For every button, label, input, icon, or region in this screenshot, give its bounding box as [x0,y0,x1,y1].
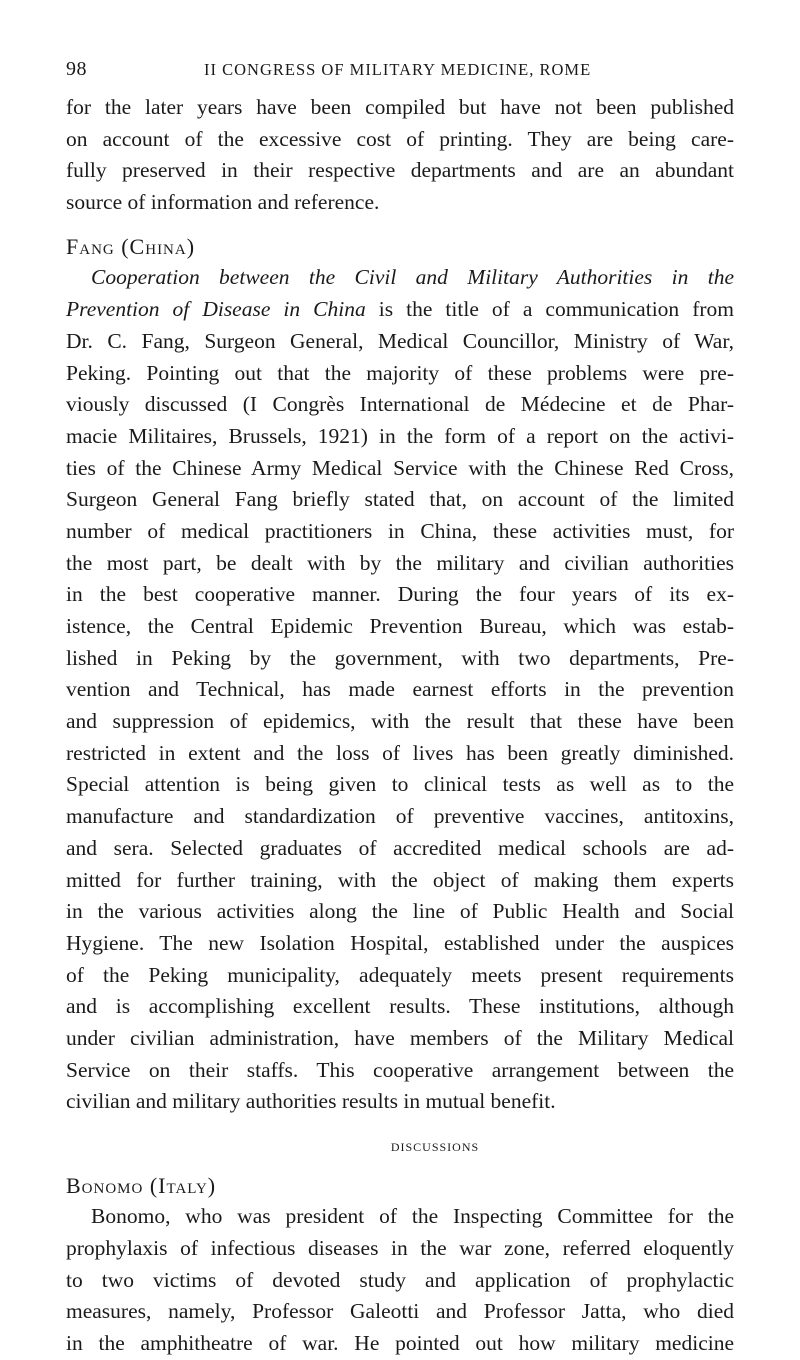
section-heading-fang: Fang (China) [66,233,196,259]
text-line: Hygiene. The new Isolation Hospital, established under the auspices [66,930,734,955]
text-line: for the later years have been compiled but have not been published [66,95,734,119]
text-line: to two victims of devoted study and application of prophylactic [66,1267,734,1292]
text-line: viously discussed (I Congrès International de Médecine et de Phar- [66,392,734,417]
text-line: measures, namely, Professor Galeotti and Professor Jatta, who died [66,1299,734,1324]
text-line: mitted for further training, with the object of making them experts [66,867,734,892]
text-line: and is accomplishing excellent results. These institutions, although [66,994,734,1019]
text-line: prophylaxis of infectious diseases in the war zone, referred eloquently [66,1236,734,1261]
text-line: the most part, be dealt with by the military and civilian authorities [66,550,734,575]
bonomo-paragraph [66,1201,734,1359]
text-line: restricted in extent and the loss of lives has been greatly diminished. [66,740,734,765]
text-line: source of information and reference. [66,190,380,215]
text-line [66,262,734,294]
text-line: in the best cooperative manner. During the four years of its ex- [66,582,734,607]
text-line: vention and Technical, has made earnest efforts in the prevention [66,677,734,702]
discussions-label: discussions [390,1136,480,1155]
text-line: Surgeon General Fang briefly stated that, on account of the limited [66,487,734,512]
text-line: Special attention is being given to clinical tests as well as to the [66,772,734,797]
text-line: civilian and military authorities results in mutual benefit. [66,1089,556,1114]
running-head [66,58,734,82]
running-title: II CONGRESS OF MILITARY MEDICINE, ROME [204,60,592,79]
text-line: Peking. Pointing out that the majority of these problems were pre- [66,360,734,385]
text-line: and suppression of epidemics, with the result that these have been [66,709,734,734]
communication-title-continued: Prevention of Disease in China [66,297,366,322]
page-number: 98 [66,58,87,80]
text-line: lished in Peking by the government, with two departments, Pre- [66,645,734,670]
text-line: in the amphitheatre of war. He pointed out how military medicine [66,1331,734,1356]
text-line: and sera. Selected graduates of accredited medical schools are ad- [66,835,734,860]
text-line: Dr. C. Fang, Surgeon General, Medical Councillor, Ministry of War, [66,328,734,353]
page-body [66,92,734,1360]
text-line: macie Militaires, Brussels, 1921) in the form of a report on the activi- [66,423,734,448]
text-line: istence, the Central Epidemic Prevention Bureau, which was estab- [66,614,734,638]
text-line: on account of the excessive cost of printing. They are being care- [66,126,734,151]
text-line: under civilian administration, have members of the Military Medical [66,1025,734,1050]
text-line: Bonomo, who was president of the Inspecting Committee for the [91,1204,734,1229]
text-line [66,294,734,326]
communication-title: Cooperation between the Civil and Military Authorities in the [91,265,734,290]
text-span: is the title of a communication from [365,297,734,322]
section-heading-bonomo: Bonomo (Italy) [66,1172,217,1198]
text-line: of the Peking municipality, adequately meets present requirements [66,962,734,987]
text-line: fully preserved in their respective departments and are an abundant [66,158,734,183]
fang-paragraph [66,262,734,1118]
text-line: number of medical practitioners in China, these activities must, for [66,518,734,543]
text-line: Service on their staffs. This cooperative arrangement between the [66,1057,734,1082]
text-line: in the various activities along the line of Public Health and Social [66,899,734,924]
intro-paragraph [66,92,734,219]
text-line: manufacture and standardization of preventive vaccines, antitoxins, [66,804,734,829]
text-line: ties of the Chinese Army Medical Service with the Chinese Red Cross, [66,455,734,480]
